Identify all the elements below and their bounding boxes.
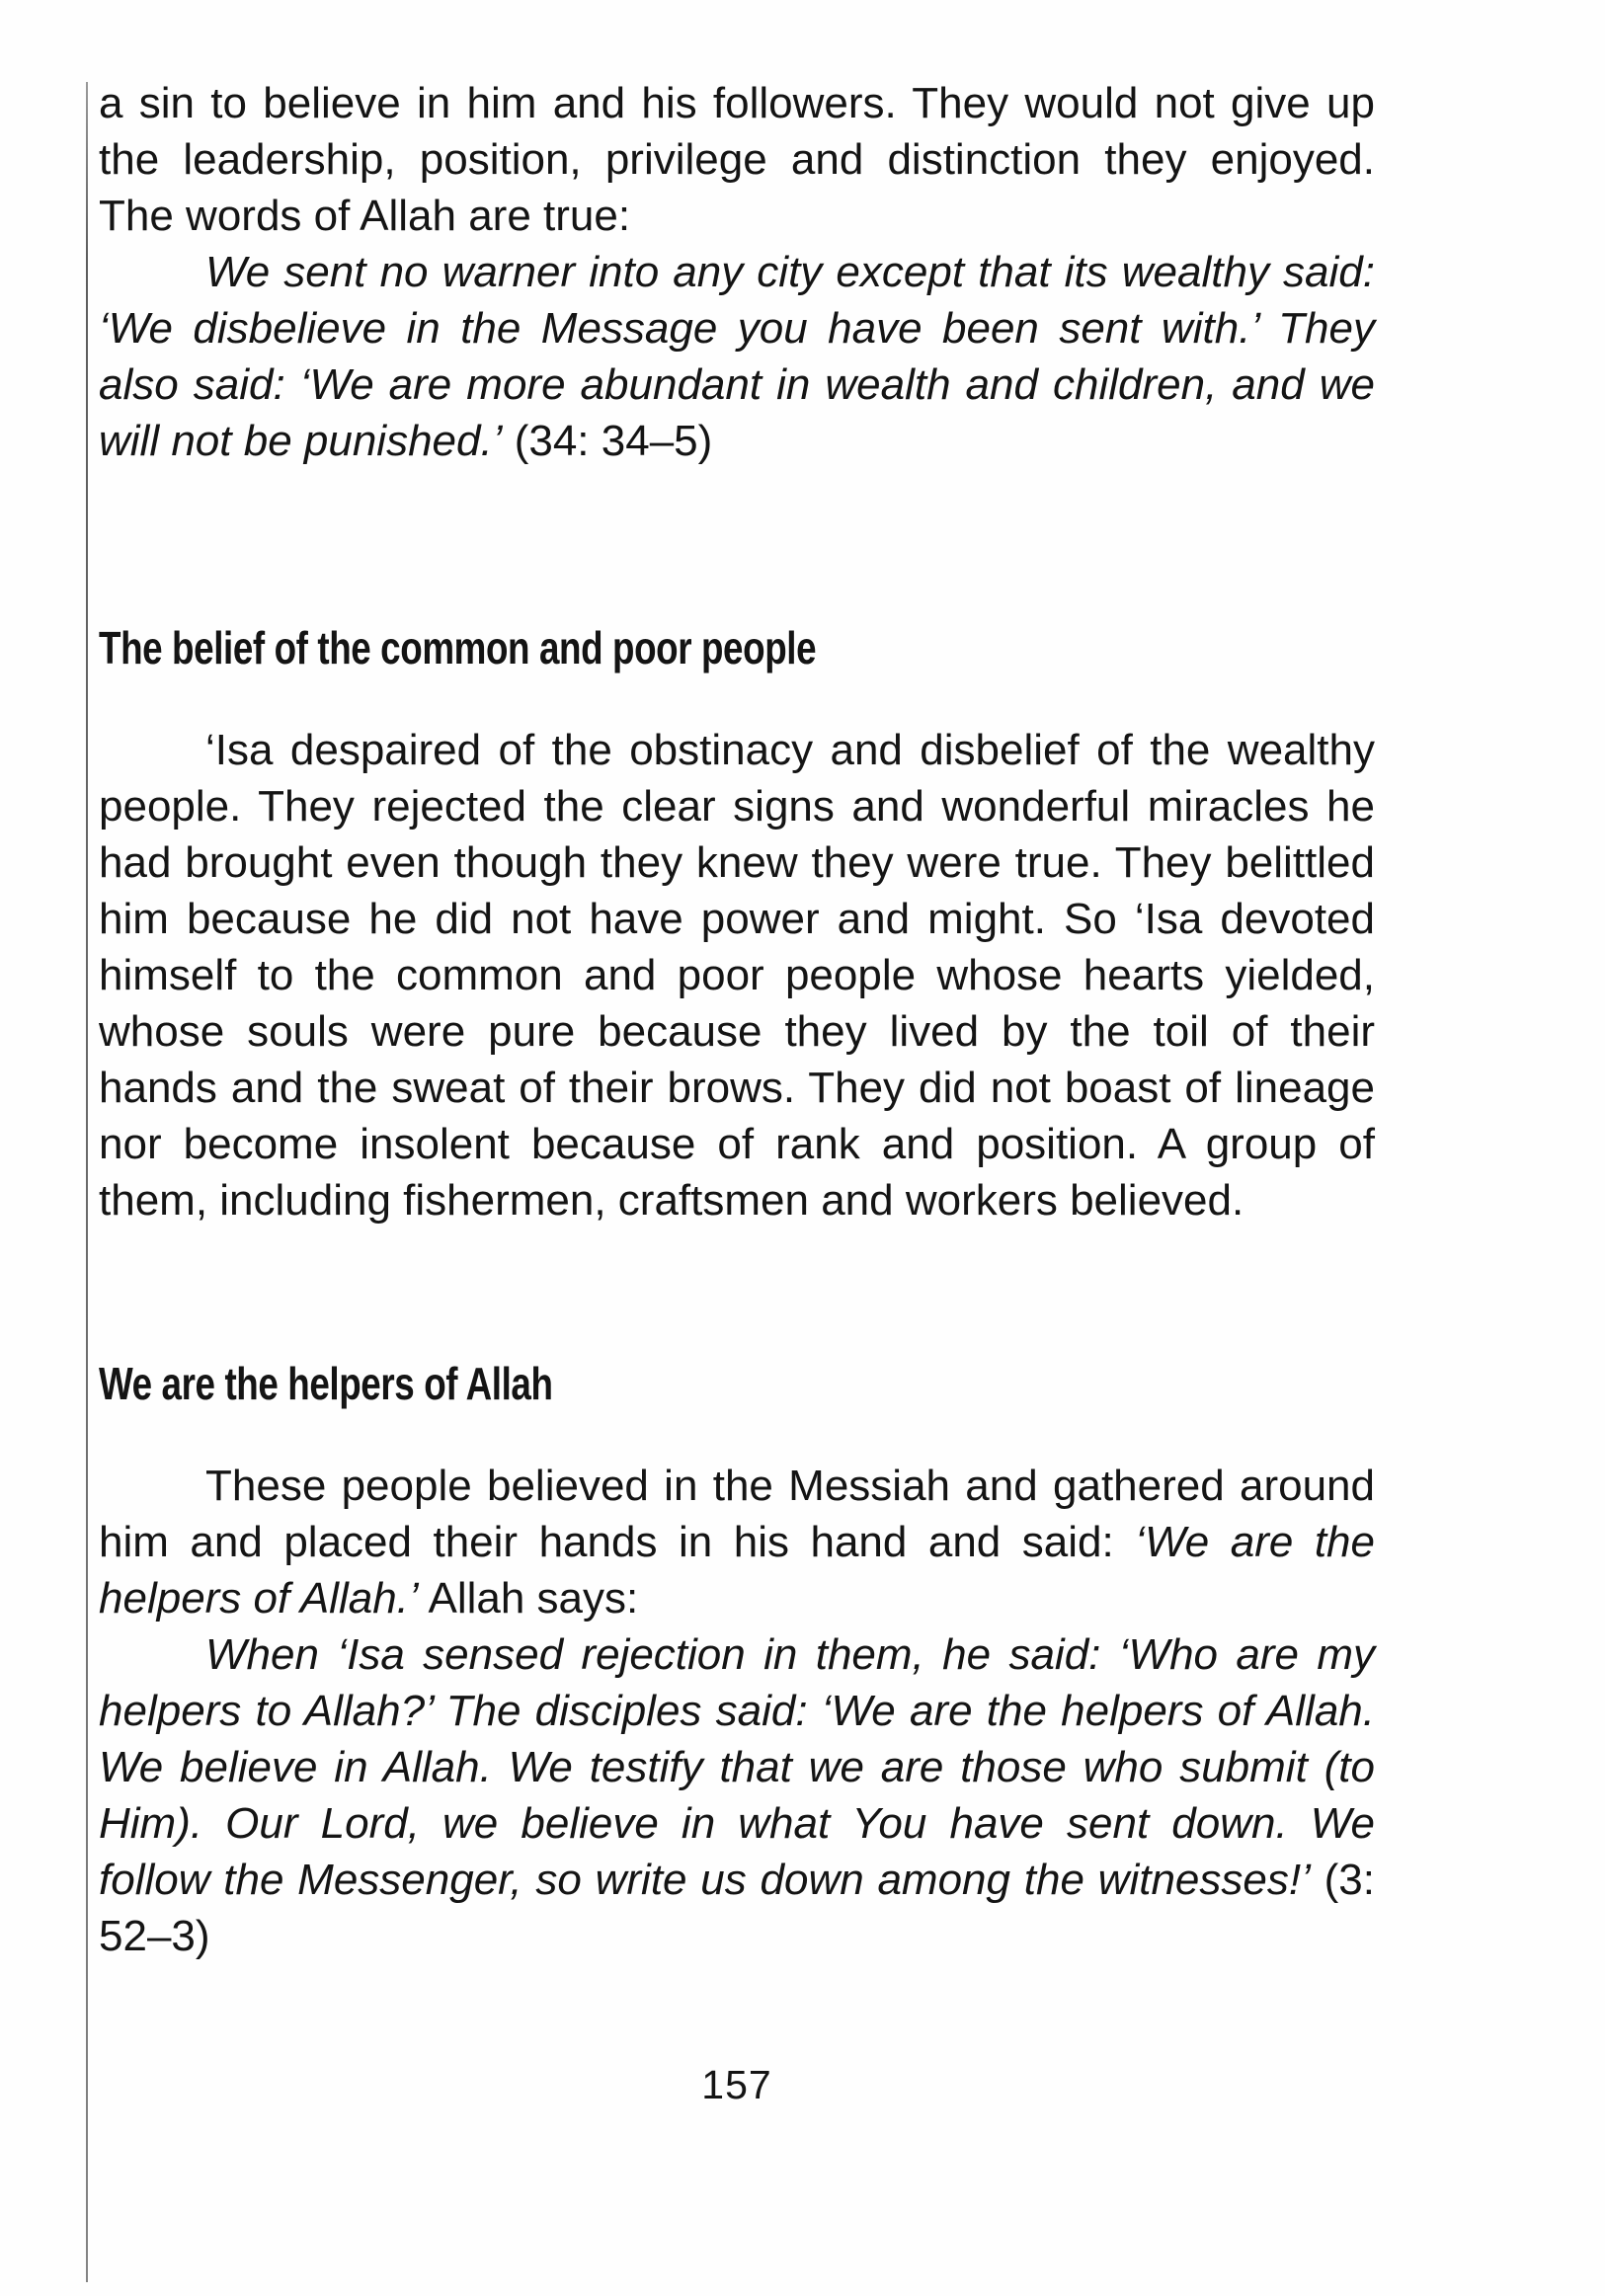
text-run: (3: 52–3) xyxy=(99,1856,1375,1960)
section-heading: We are the helpers of Allah xyxy=(99,1358,553,1409)
text-run: a sin to believe in him and his followers. They would not give up the leadership, position, privilege and distinction they enjoyed. The words of Allah are true: xyxy=(99,79,1375,240)
italic-text-run: When ‘Isa sensed rejection in them, he said: ‘Who are my helpers to Allah?’ The disciples said: ‘We are the helpers of Allah. We believe in Allah. We testify that we are those who submit (to Him). Our Lord, we believe in what You have sent down. We follow the Messenger, so write us down among the witnesses!’ xyxy=(99,1630,1375,1904)
page-number: 157 xyxy=(701,2062,772,2107)
page-edge-line xyxy=(86,82,88,2282)
body-paragraph xyxy=(99,1458,1375,1626)
section-heading: The belief of the common and poor people xyxy=(99,622,817,673)
text-blocks xyxy=(99,75,1375,1964)
text-run: (34: 34–5) xyxy=(502,417,713,465)
body-paragraph xyxy=(99,722,1375,1228)
body-paragraph xyxy=(99,75,1375,244)
text-run: Allah says: xyxy=(428,1574,639,1623)
text-run: ‘Isa despaired of the obstinacy and disbelief of the wealthy people. They rejected the clear signs and wonderful miracles he had brought even though they knew they were true. They belittled him because he did not have power and might. So ‘Isa devoted himself to the common and poor people whose hearts yielded, whose souls were pure because they lived by the toil of their hands and the sweat of their brows. They did not boast of lineage nor become insolent because of rank and position. A group of them, including fishermen, craftsmen and workers believed. xyxy=(99,726,1375,1225)
italic-text-run: ‘We are the helpers of Allah.’ xyxy=(99,1518,1375,1623)
text-run: These people believed in the Messiah and gathered around him and placed their hands in his hand and said: xyxy=(99,1462,1375,1566)
italic-text-run: We sent no warner into any city except that its wealthy said: ‘We disbelieve in the Message you have been sent with.’ They also said: ‘We are more abundant in wealth and children, and we will not be punished.’ xyxy=(99,248,1375,465)
text-column xyxy=(99,75,1375,2113)
quote-paragraph xyxy=(99,1626,1375,1964)
quote-paragraph xyxy=(99,244,1375,469)
